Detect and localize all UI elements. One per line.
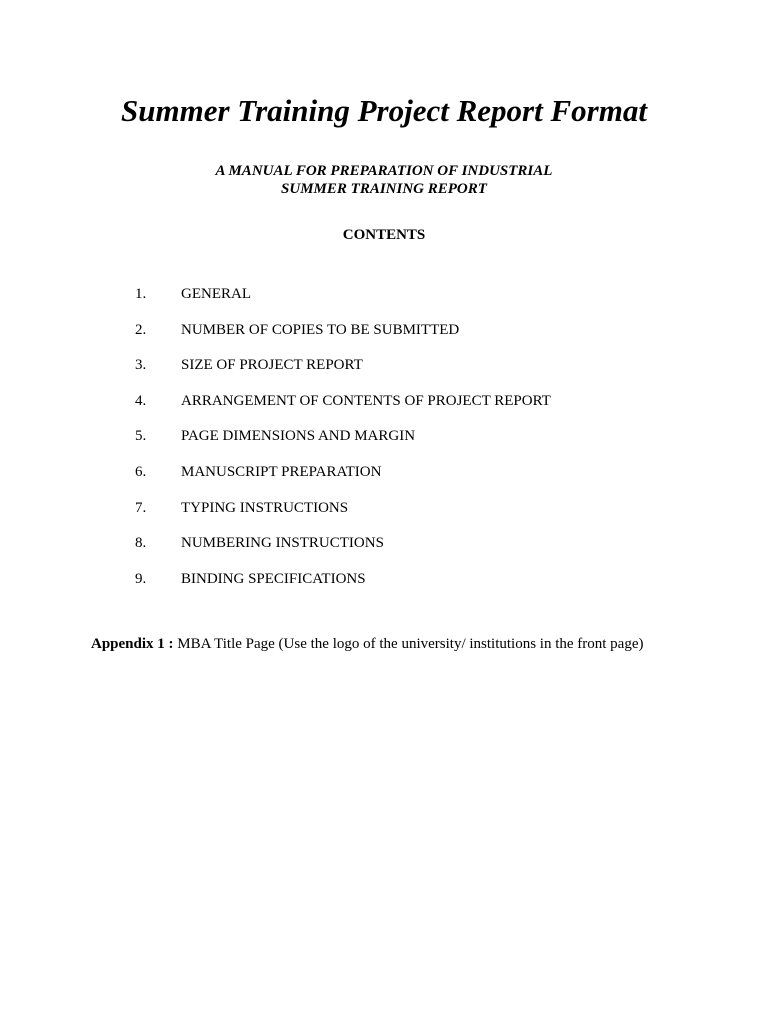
subtitle-line-1: A MANUAL FOR PREPARATION OF INDUSTRIAL bbox=[215, 163, 553, 179]
contents-item-number: 2. bbox=[135, 321, 147, 338]
contents-item-number: 9. bbox=[135, 570, 147, 587]
contents-item bbox=[0, 498, 768, 534]
contents-item-label: BINDING SPECIFICATIONS bbox=[181, 570, 366, 587]
contents-item-label: TYPING INSTRUCTIONS bbox=[181, 499, 349, 516]
contents-item bbox=[0, 320, 768, 356]
contents-list bbox=[0, 284, 768, 604]
contents-item bbox=[0, 426, 768, 462]
contents-item bbox=[0, 569, 768, 605]
contents-item-number: 5. bbox=[135, 428, 147, 445]
contents-item-number: 4. bbox=[135, 392, 147, 409]
subtitle-line-2: SUMMER TRAINING REPORT bbox=[281, 181, 487, 197]
appendix-line bbox=[91, 634, 644, 654]
contents-item-label: MANUSCRIPT PREPARATION bbox=[181, 463, 382, 480]
contents-item-label: NUMBER OF COPIES TO BE SUBMITTED bbox=[181, 321, 460, 338]
contents-item-number: 1. bbox=[135, 286, 147, 302]
contents-item bbox=[0, 462, 768, 498]
appendix-label: Appendix 1 : bbox=[91, 636, 174, 652]
document-subtitle bbox=[0, 162, 768, 198]
contents-heading: CONTENTS bbox=[342, 227, 426, 243]
document-title: Summer Training Project Report Format bbox=[121, 93, 647, 128]
contents-item-label: GENERAL bbox=[181, 286, 251, 302]
appendix-text: MBA Title Page (Use the logo of the university/ institutions in the front page) bbox=[173, 636, 644, 652]
contents-item bbox=[0, 533, 768, 569]
contents-item-number: 7. bbox=[135, 499, 147, 516]
contents-item-label: NUMBERING INSTRUCTIONS bbox=[181, 535, 384, 552]
contents-item-number: 8. bbox=[135, 535, 147, 552]
contents-item-label: SIZE OF PROJECT REPORT bbox=[181, 357, 363, 374]
contents-item-number: 6. bbox=[135, 463, 147, 480]
contents-item-label: PAGE DIMENSIONS AND MARGIN bbox=[181, 428, 416, 445]
contents-item-number: 3. bbox=[135, 357, 147, 374]
contents-item-label: ARRANGEMENT OF CONTENTS OF PROJECT REPORT bbox=[181, 392, 551, 409]
contents-item bbox=[0, 355, 768, 391]
contents-item bbox=[0, 391, 768, 427]
contents-item bbox=[0, 284, 768, 320]
